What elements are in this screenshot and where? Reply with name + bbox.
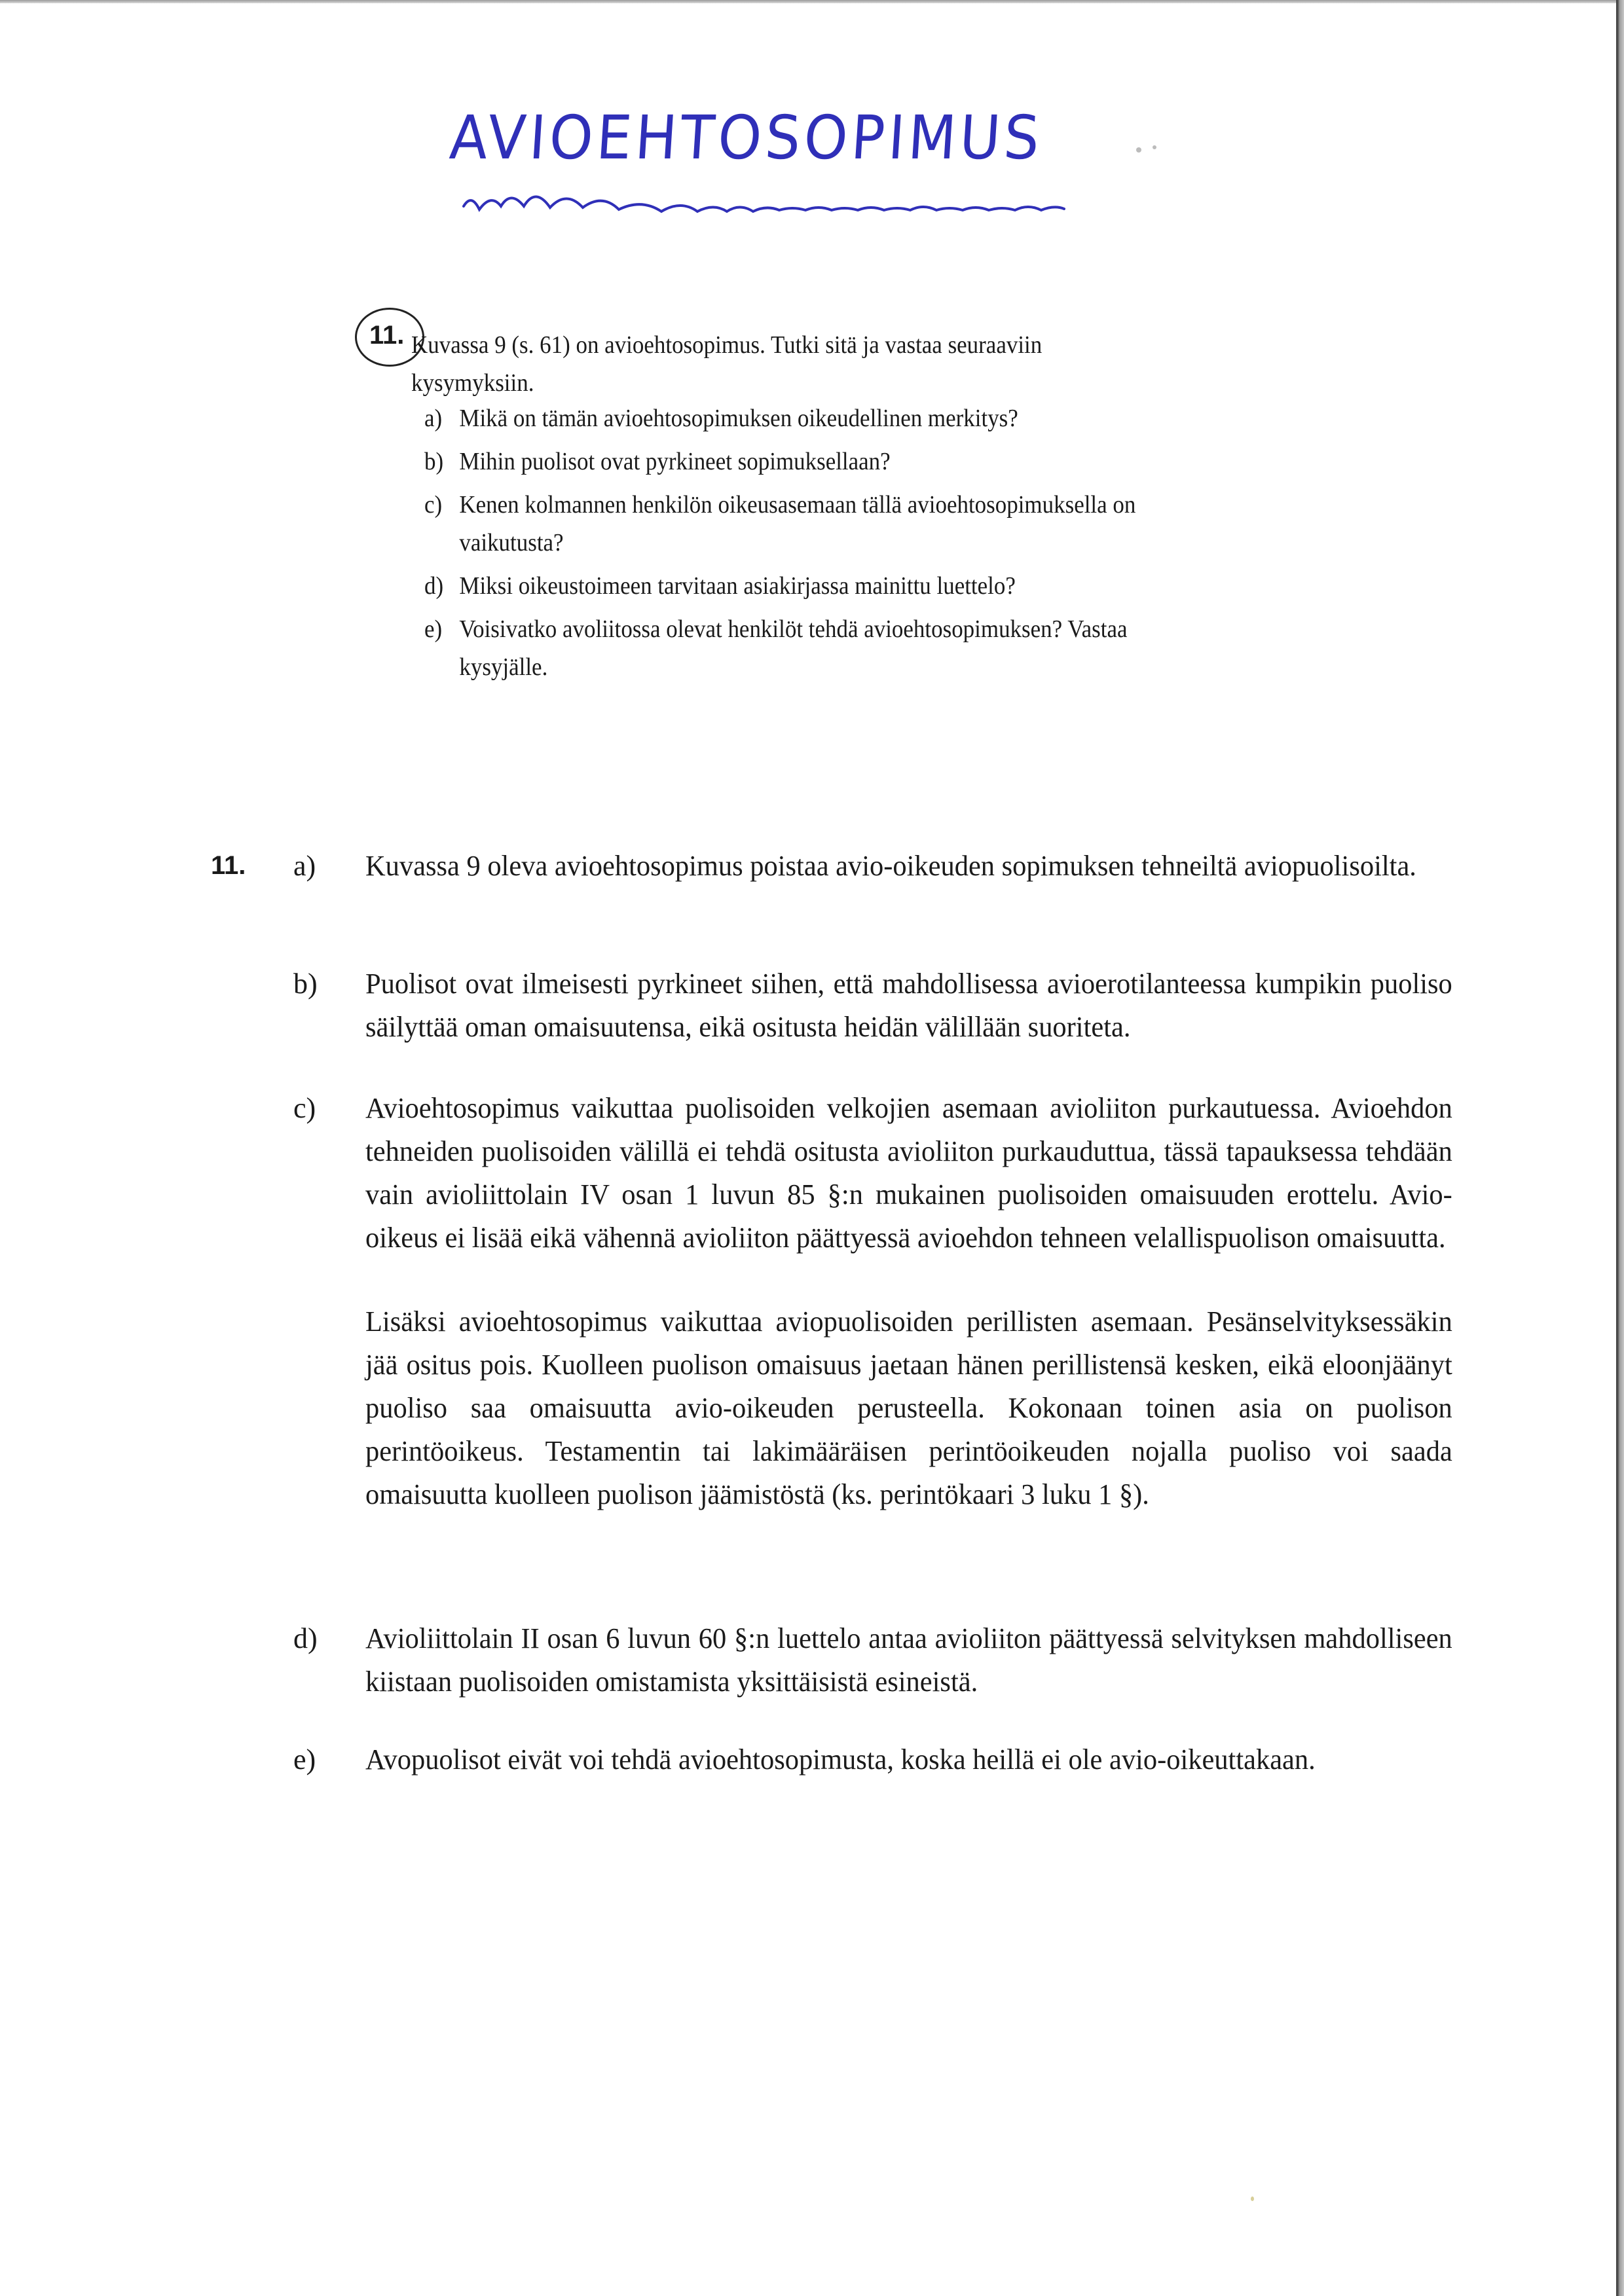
question-number: 11. xyxy=(369,321,405,350)
answer-text xyxy=(365,1087,1452,1516)
question-item-text: Mihin puolisot ovat pyrkineet sopimuksellaan? xyxy=(459,448,891,475)
answer-text xyxy=(365,1617,1452,1704)
answer-paragraph: Avopuolisot eivät voi tehdä avioehtosopimusta, koska heillä ei ole avio-oikeuttakaan. xyxy=(365,1743,1316,1776)
answer-paragraph: Avioliittolain II osan 6 luvun 60 §:n luettelo antaa avioliiton päättyessä selvityksen mahdolliseen kiistaan puolisoiden omistamista yksittäisistä esineistä. xyxy=(365,1622,1452,1698)
question-item xyxy=(424,399,1172,437)
scan-speck xyxy=(1251,2196,1254,2201)
question-item xyxy=(424,567,1172,605)
handwritten-title xyxy=(447,103,1107,206)
answer-label: b) xyxy=(293,968,318,1000)
question-item-text: Mikä on tämän avioehtosopimuksen oikeudellinen merkitys? xyxy=(459,405,1018,432)
question-item xyxy=(424,443,1172,481)
answer-text xyxy=(365,1738,1452,1781)
answer-paragraph: Lisäksi avioehtosopimus vaikuttaa aviopuolisoiden perillisten asemaan. Pesänselvityksessäkin jää ositus pois. Kuolleen puolison omaisuus jaetaan hänen perillistensä kesken, eikä eloonjäänyt puoliso saa omaisuutta avio-oikeuden perusteella. Kokonaan toinen asia on puolison perintöoikeus. Testamentin tai lakimääräisen perintöoikeuden nojalla puoliso voi saada omaisuutta kuolleen puolison jäämistöstä (ks. perintökaari 3 luku 1 §). xyxy=(365,1305,1452,1510)
answer-label: e) xyxy=(293,1743,316,1776)
question-item-text: Miksi oikeustoimeen tarvitaan asiakirjassa mainittu luettelo? xyxy=(459,572,1016,600)
question-item-label: a) xyxy=(424,405,443,432)
answer-paragraph: Puolisot ovat ilmeisesti pyrkineet siihen, että mahdollisessa avioerotilanteessa kumpikin puoliso säilyttää oman omaisuutensa, eikä ositusta heidän välillään suoriteta. xyxy=(365,968,1452,1043)
answer-text xyxy=(365,845,1452,888)
question-item-label: c) xyxy=(424,491,443,519)
handwritten-title-text: AVIOEHTOSOPIMUS xyxy=(447,103,1045,173)
scan-speck xyxy=(1136,147,1141,153)
question-list xyxy=(424,399,1172,691)
scan-speck xyxy=(1153,145,1156,149)
answer-paragraph: Kuvassa 9 oleva avioehtosopimus poistaa avio-oikeuden sopimuksen tehneiltä aviopuolisoilta. xyxy=(365,850,1416,882)
question-item-label: b) xyxy=(424,448,444,475)
question-item xyxy=(424,610,1172,686)
answer-label: d) xyxy=(293,1622,318,1654)
scan-border-top xyxy=(0,0,1616,3)
question-item-label: d) xyxy=(424,572,444,600)
answer-label: c) xyxy=(293,1092,316,1124)
question-intro: Kuvassa 9 (s. 61) on avioehtosopimus. Tutki sitä ja vastaa seuraaviin kysymyksiin. xyxy=(411,331,1043,397)
answer-number: 11. xyxy=(211,851,246,880)
question-item-text: Voisivatko avoliitossa olevat henkilöt tehdä avioehtosopimuksen? Vastaa kysyjälle. xyxy=(459,615,1128,681)
question-item-label: e) xyxy=(424,615,443,643)
answer-label: a) xyxy=(293,850,316,882)
scan-border-right xyxy=(1616,0,1624,2296)
answer-text xyxy=(365,962,1452,1049)
question-item xyxy=(424,486,1172,562)
question-item-text: Kenen kolmannen henkilön oikeusasemaan tällä avioehtosopimuksella on vaikutusta? xyxy=(459,491,1136,556)
answer-paragraph: Avioehtosopimus vaikuttaa puolisoiden velkojien asemaan avioliiton purkautuessa. Avioehdon tehneiden puolisoiden välillä ei tehdä ositusta avioliiton purkauduttua, tässä tapauksessa tehdään vain avioliittolain IV osan 1 luvun 85 §:n mukainen puolisoiden omaisuuden erottelu. Avio-oikeus ei lisää eikä vähennä avioliiton päättyessä avioehdon tehneen velallispuolison omaisuutta. xyxy=(365,1092,1452,1254)
wavy-underline xyxy=(452,180,1107,219)
